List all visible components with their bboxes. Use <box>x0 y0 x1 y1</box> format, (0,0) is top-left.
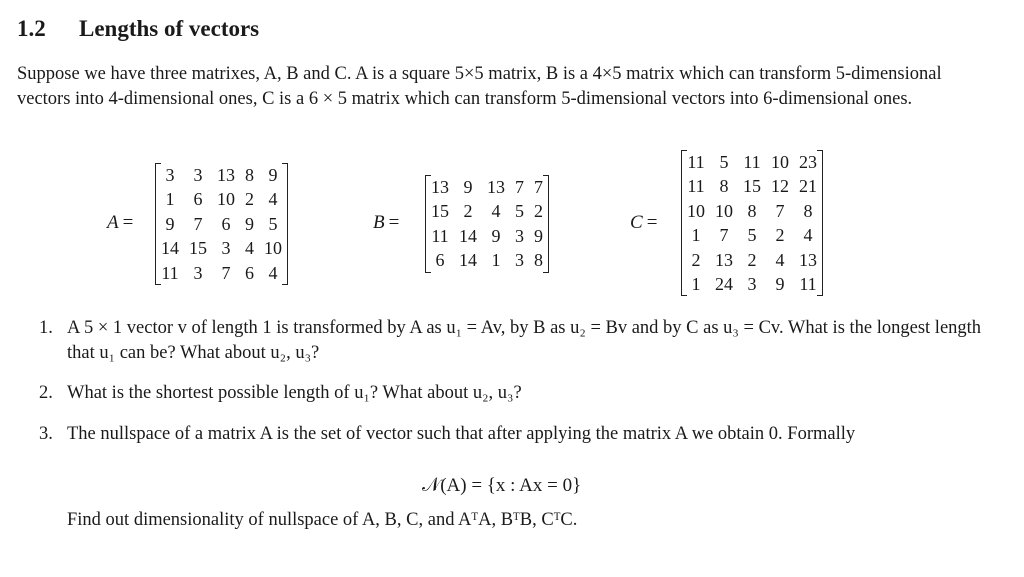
matrix-bracket <box>155 284 161 285</box>
matrix-b-cell: 2 <box>534 201 543 222</box>
matrix-a-cell: 6 <box>221 213 231 234</box>
matrix-b-cell: 5 <box>515 201 524 222</box>
matrix-a-row <box>156 236 288 260</box>
matrix-bracket <box>155 163 161 164</box>
matrix-bracket <box>282 163 288 164</box>
matrix-a-cell: 11 <box>161 262 179 283</box>
matrix-b-cell: 3 <box>515 250 524 271</box>
matrix-a-cell: 7 <box>221 262 231 283</box>
matrix-c-cell: 9 <box>775 274 785 295</box>
matrix-c-cell: 11 <box>687 176 705 197</box>
matrix-c-cell: 11 <box>799 274 817 295</box>
matrix-a-cell: 9 <box>268 165 278 185</box>
matrix-a-cell: 15 <box>189 238 207 259</box>
matrix-a-cell: 3 <box>193 165 203 185</box>
matrix-b-cell: 14 <box>459 225 477 246</box>
matrix-a-cell: 8 <box>245 165 254 185</box>
question-1-text: A 5 × 1 vector v of length 1 is transformed by A as u₁ = Av, by B as u₂ = Bv and by C as u₃ = Cv. What is the longest length that u₁ can be? What about u₂, u₃? <box>67 318 982 363</box>
matrix-c-cell: 8 <box>719 176 729 197</box>
matrix-b-label: B = <box>373 212 400 233</box>
matrix-a-cell: 1 <box>165 189 175 210</box>
matrix-c-cell: 24 <box>715 274 733 295</box>
matrix-b-cell: 1 <box>491 250 501 271</box>
matrix-c-cell: 11 <box>743 152 761 172</box>
question-2-number: 2. <box>39 383 53 403</box>
nullspace-formula: 𝒩(A) = {x : Ax = 0} <box>422 475 582 496</box>
matrix-c-cell: 4 <box>803 225 813 246</box>
matrix-b-cell: 13 <box>431 177 449 197</box>
matrix-a-cell: 9 <box>245 213 254 234</box>
matrix-b-row <box>426 175 549 199</box>
matrix-c <box>681 150 823 296</box>
matrix-a-cell: 5 <box>268 213 278 234</box>
matrix-a-cell: 7 <box>193 213 203 234</box>
matrix-c-cell: 10 <box>771 152 789 172</box>
matrix-c-cell: 1 <box>691 225 701 246</box>
matrix-c-cell: 5 <box>719 152 729 172</box>
matrix-a-label: A = <box>107 212 134 233</box>
matrix-b-cell: 3 <box>515 225 524 246</box>
matrix-b-cell: 9 <box>491 225 501 246</box>
matrix-a-cell: 10 <box>217 189 235 210</box>
matrix-c-cell: 3 <box>747 274 757 295</box>
matrix-bracket <box>817 295 823 296</box>
matrix-a-cell: 6 <box>245 262 254 283</box>
matrix-c-label: C = <box>630 212 658 233</box>
section-number: 1.2 <box>17 16 46 41</box>
matrix-a-cell: 2 <box>245 189 254 210</box>
matrix-c-row <box>682 199 823 223</box>
matrix-a <box>155 163 288 285</box>
matrix-c-row <box>682 223 823 247</box>
matrix-b <box>425 175 549 273</box>
matrix-c-cell: 13 <box>715 249 733 270</box>
question-1-number: 1. <box>39 318 53 338</box>
matrix-b-row <box>426 199 549 223</box>
section-heading <box>17 16 259 42</box>
question-3-text: The nullspace of a matrix A is the set of vector such that after applying the matrix A we obtain 0. Formally <box>67 424 856 444</box>
matrix-a-cell: 4 <box>245 238 254 259</box>
question-3-followup-text: Find out dimensionality of nullspace of A, B, C, and AᵀA, BᵀB, CᵀC. <box>67 510 578 530</box>
matrix-bracket <box>425 175 431 176</box>
intro-paragraph: Suppose we have three matrixes, A, B and C. A is a square 5×5 matrix, B is a 4×5 matrix which can transform 5-dimensional vectors into 4-dimensional ones, C is a 6 × 5 matrix which can transform 5-dimensional vectors into 6-dimensional ones. <box>17 64 942 109</box>
matrix-a-cell: 3 <box>193 262 203 283</box>
matrix-c-cell: 10 <box>715 200 733 221</box>
matrix-c-cell: 8 <box>747 200 757 221</box>
matrix-b-cell: 7 <box>515 177 524 197</box>
matrix-c-row <box>682 248 823 272</box>
matrix-bracket <box>282 284 288 285</box>
matrix-c-cell: 7 <box>719 225 729 246</box>
matrix-b-row <box>426 248 549 272</box>
matrix-a-cell: 10 <box>264 238 282 259</box>
matrix-c-cell: 7 <box>775 200 785 221</box>
matrix-c-cell: 2 <box>747 249 757 270</box>
matrix-a-row <box>156 187 288 211</box>
matrix-bracket <box>543 272 549 273</box>
matrix-b-cell: 14 <box>459 250 477 271</box>
matrix-c-cell: 23 <box>799 152 817 172</box>
matrix-a-row <box>156 261 288 285</box>
matrix-bracket <box>543 175 549 176</box>
matrix-bracket <box>681 295 687 296</box>
matrix-b-cell: 7 <box>534 177 543 197</box>
matrix-b-cell: 2 <box>463 201 473 222</box>
matrix-a-cell: 3 <box>221 238 231 259</box>
matrix-c-cell: 13 <box>799 249 817 270</box>
matrix-b-cell: 11 <box>431 225 449 246</box>
matrix-a-row <box>156 212 288 236</box>
matrix-c-cell: 2 <box>691 249 701 270</box>
matrix-b-cell: 9 <box>534 225 543 246</box>
matrix-c-cell: 21 <box>799 176 817 197</box>
matrix-bracket <box>425 272 431 273</box>
matrix-b-cell: 13 <box>487 177 505 197</box>
matrix-b-cell: 6 <box>435 250 445 271</box>
matrix-a-cell: 14 <box>161 238 179 259</box>
matrix-c-cell: 12 <box>771 176 789 197</box>
matrix-c-cell: 1 <box>691 274 701 295</box>
matrix-c-cell: 11 <box>687 152 705 172</box>
matrix-c-cell: 2 <box>775 225 785 246</box>
matrix-b-cell: 8 <box>534 250 543 271</box>
matrices-display <box>17 150 1007 300</box>
matrix-a-cell: 4 <box>268 262 278 283</box>
matrix-a-row <box>156 163 288 187</box>
matrix-a-cell: 6 <box>193 189 203 210</box>
matrix-b-cell: 9 <box>463 177 473 197</box>
matrix-a-cell: 3 <box>165 165 175 185</box>
matrix-c-row <box>682 272 823 296</box>
matrix-bracket <box>817 150 823 151</box>
matrix-c-cell: 8 <box>803 200 813 221</box>
matrix-c-cell: 15 <box>743 176 761 197</box>
matrix-c-cell: 10 <box>687 200 705 221</box>
matrix-c-cell: 5 <box>747 225 757 246</box>
matrix-a-cell: 4 <box>268 189 278 210</box>
question-2-text: What is the shortest possible length of u₁? What about u₂, u₃? <box>67 383 522 403</box>
matrix-bracket <box>681 150 687 151</box>
matrix-c-cell: 4 <box>775 249 785 270</box>
matrix-b-cell: 15 <box>431 201 449 222</box>
question-3-number: 3. <box>39 424 53 444</box>
matrix-a-cell: 13 <box>217 165 235 185</box>
matrix-a-cell: 9 <box>165 213 175 234</box>
matrix-b-cell: 4 <box>491 201 501 222</box>
matrix-b-row <box>426 224 549 248</box>
section-title: Lengths of vectors <box>79 16 260 41</box>
matrix-c-row <box>682 174 823 198</box>
matrix-c-row <box>682 150 823 174</box>
